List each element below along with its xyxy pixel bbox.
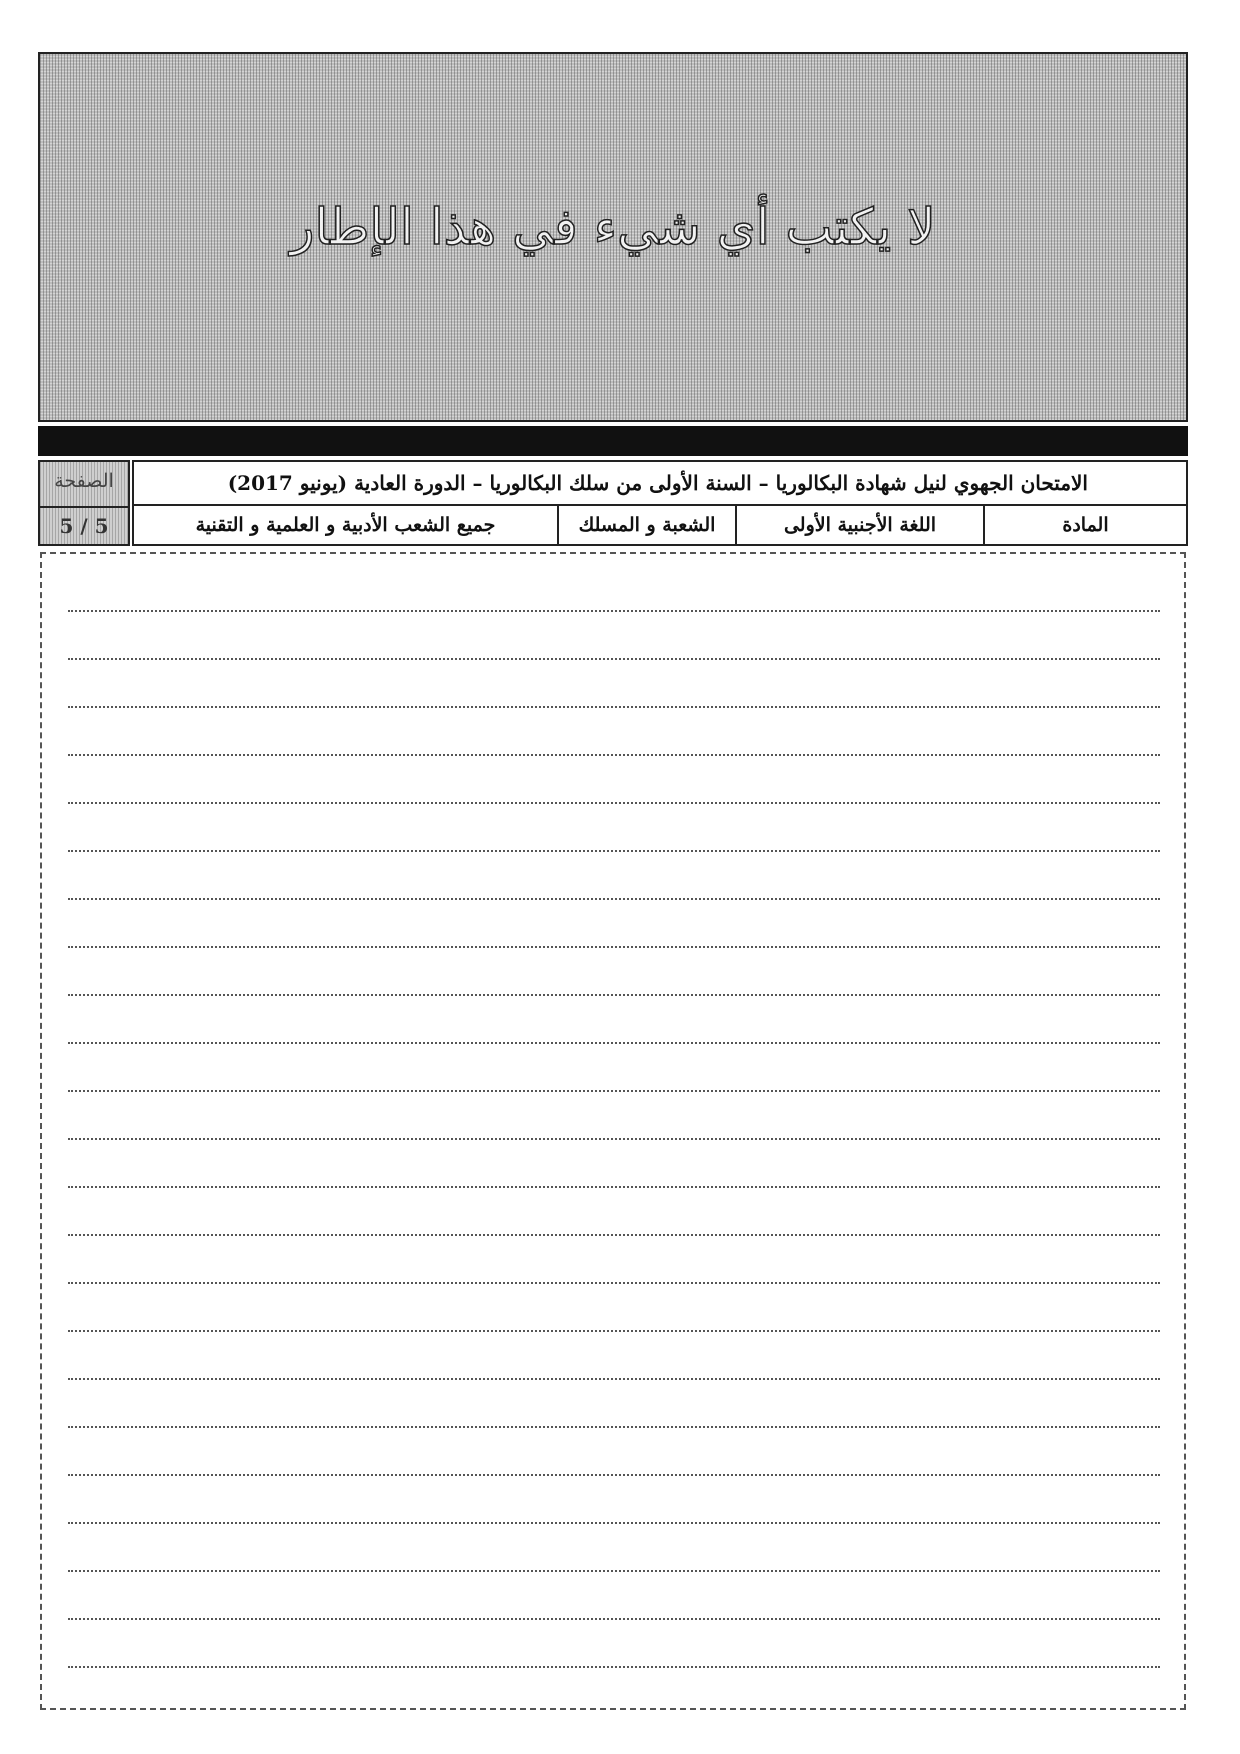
writing-line — [68, 898, 1160, 900]
exam-info-row — [134, 506, 1186, 544]
writing-line — [68, 1234, 1160, 1236]
page-number: 5 / 5 — [59, 514, 109, 538]
page-label: الصفحة — [54, 470, 114, 492]
branch-value: جميع الشعب الأدبية و العلمية و التقنية — [195, 514, 496, 536]
writing-line — [68, 1378, 1160, 1380]
page-divider — [40, 506, 128, 508]
writing-line — [68, 706, 1160, 708]
writing-line — [68, 1282, 1160, 1284]
writing-line — [68, 802, 1160, 804]
answer-writing-area[interactable] — [40, 552, 1186, 1710]
writing-line — [68, 1090, 1160, 1092]
writing-line — [68, 850, 1160, 852]
writing-line — [68, 658, 1160, 660]
subject-label: المادة — [983, 506, 1186, 544]
exam-header-table — [132, 460, 1188, 546]
writing-line — [68, 946, 1160, 948]
exam-title: الامتحان الجهوي لنيل شهادة البكالوريا – السنة الأولى من سلك البكالوريا – الدورة العادية (يونيو 2017) — [134, 462, 1186, 506]
writing-line — [68, 994, 1160, 996]
writing-line — [68, 1186, 1160, 1188]
writing-line — [68, 1138, 1160, 1140]
writing-line — [68, 754, 1160, 756]
subject-value: اللغة الأجنبية الأولى — [735, 506, 983, 544]
branch-label: الشعبة و المسلك — [557, 506, 735, 544]
writing-line — [68, 610, 1160, 612]
separator-bar — [38, 426, 1188, 456]
writing-line — [68, 1618, 1160, 1620]
page-indicator — [38, 460, 130, 546]
writing-line — [68, 1666, 1160, 1668]
writing-line — [68, 1042, 1160, 1044]
writing-line — [68, 1570, 1160, 1572]
reserved-frame — [38, 52, 1188, 422]
writing-line — [68, 1330, 1160, 1332]
writing-line — [68, 1522, 1160, 1524]
writing-line — [68, 1474, 1160, 1476]
writing-line — [68, 1426, 1160, 1428]
reserved-notice: لا يكتب أي شيء في هذا الإطار — [290, 198, 936, 256]
